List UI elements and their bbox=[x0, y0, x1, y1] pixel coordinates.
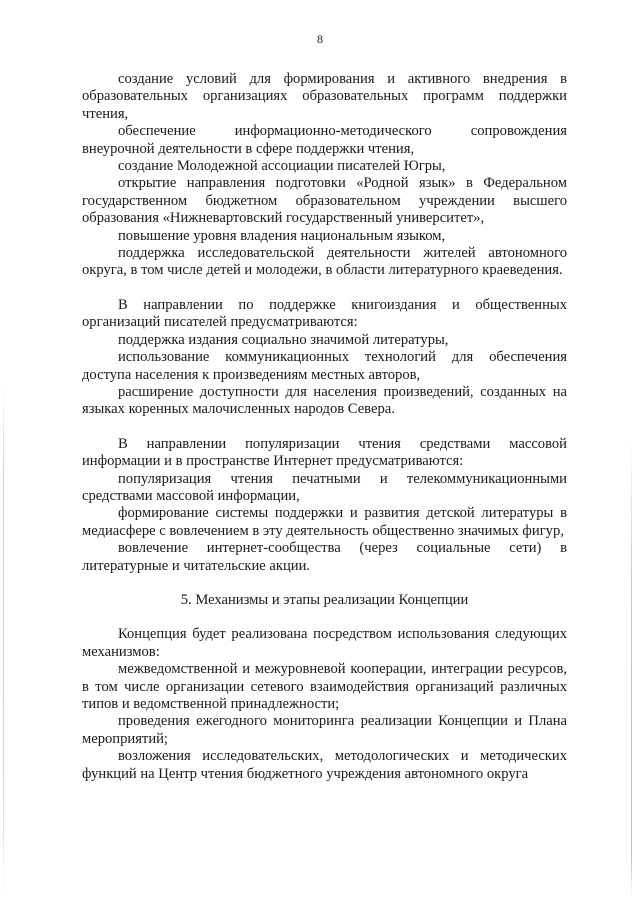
paragraph: расширение доступности для населения произведений, созданных на языках коренных малочисленных народов Севера. bbox=[82, 383, 567, 418]
paragraph: повышение уровня владения национальным языком, bbox=[118, 227, 446, 244]
paragraph: поддержка издания социально значимой литературы, bbox=[118, 331, 449, 348]
paragraph: создание Молодежной ассоциации писателей Югры, bbox=[118, 158, 446, 175]
paragraph: вовлечение интернет-сообщества (через социальные сети) в литературные и читательские акции. bbox=[82, 540, 567, 574]
section-heading: 5. Механизмы и этапы реализации Концепции bbox=[180, 591, 469, 608]
paragraph-gap bbox=[82, 609, 567, 626]
paragraph: популяризация чтения печатными и телекоммуникационными средствами массовой информации, bbox=[82, 470, 567, 504]
paragraph-gap bbox=[82, 575, 567, 592]
paragraph-gap bbox=[82, 419, 567, 436]
paragraph: открытие направления подготовки «Родной язык» в Федеральном государственном бюджетном образовательном учреждении высшего образования «Нижневартовский государственный университет», bbox=[82, 175, 567, 227]
paragraph: В направлении по поддержке книгоиздания и общественных организаций писателей предусматриваются: bbox=[82, 296, 567, 331]
page-number: 8 bbox=[317, 32, 323, 46]
paragraph: Концепция будет реализована посредством использования следующих механизмов: bbox=[82, 626, 567, 660]
paragraph-gap bbox=[82, 280, 567, 297]
paragraph: использование коммуникационных технологий для обеспечения доступа населения к произведениям местных авторов, bbox=[82, 349, 567, 383]
scan-edge-left bbox=[3, 380, 4, 900]
document-body bbox=[82, 71, 567, 783]
paragraph: межведомственной и межуровневой кооперации, интеграции ресурсов, в том числе организации сетевого взаимодействия организаций различных типов и ведомственной принадлежности; bbox=[82, 661, 567, 712]
paragraph: поддержка исследовательской деятельности жителей автономного округа, в том числе детей и молодежи, в области литературного краеведения. bbox=[82, 245, 567, 279]
paragraph: проведения ежегодного мониторинга реализации Концепции и Плана мероприятий; bbox=[82, 713, 567, 747]
paragraph: В направлении популяризации чтения средствами массовой информации и в пространстве Интернет предусматриваются: bbox=[82, 435, 567, 470]
paragraph: создание условий для формирования и активного внедрения в образовательных организациях образовательных программ поддержки чтения, bbox=[82, 71, 567, 122]
paragraph: возложения исследовательских, методологических и методических функций на Центр чтения бюджетного учреждения автономного округа bbox=[82, 748, 567, 782]
paragraph: обеспечение информационно-методического сопровождения внеурочной деятельности в сфере поддержки чтения, bbox=[82, 123, 567, 157]
scan-edge-right bbox=[631, 440, 632, 900]
paragraph: формирование системы поддержки и развития детской литературы в медиасфере с вовлечением в эту деятельность общественно значимых фигур, bbox=[82, 505, 567, 539]
